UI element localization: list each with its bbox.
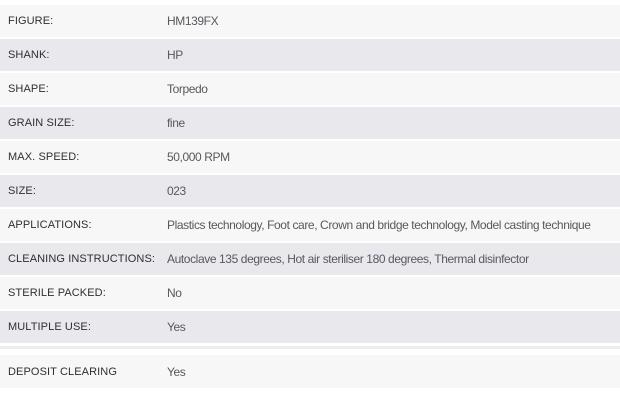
spec-row-figure	[0, 5, 620, 37]
spec-label: MAX. SPEED:	[8, 151, 80, 163]
spec-label: STERILE PACKED:	[8, 287, 106, 299]
spec-label: DEPOSIT CLEARING	[8, 365, 117, 378]
spec-row-applications	[0, 209, 620, 241]
spec-row-cleaning-instructions	[0, 243, 620, 275]
spec-value: Yes	[167, 364, 186, 379]
spec-value: 50,000 RPM	[167, 150, 230, 164]
spec-label: GRAIN SIZE:	[8, 117, 75, 129]
spec-row-sterile-packed	[0, 277, 620, 309]
spec-value: Autoclave 135 degrees, Hot air steriliser 180 degrees, Thermal disinfector	[167, 252, 529, 266]
spec-label: SHAPE:	[8, 83, 49, 95]
spec-label: FIGURE:	[8, 15, 54, 27]
spec-value: HM139FX	[167, 14, 219, 28]
spec-label: MULTIPLE USE:	[8, 321, 92, 333]
spec-value: No	[167, 286, 182, 300]
spec-row-grain-size	[0, 107, 620, 139]
product-spec-table	[0, 5, 620, 388]
row-separator-bar	[0, 346, 620, 349]
spec-row-size	[0, 175, 620, 207]
spec-value: Torpedo	[167, 82, 208, 96]
spec-label: SHANK:	[8, 49, 50, 61]
spec-value: HP	[167, 48, 183, 62]
spec-row-max-speed	[0, 141, 620, 173]
spec-value: Yes	[167, 320, 186, 334]
spec-label: CLEANING INSTRUCTIONS:	[8, 253, 156, 265]
spec-label: SIZE:	[8, 185, 37, 197]
spec-row-deposit-clearing	[0, 355, 620, 388]
spec-row-multiple-use	[0, 311, 620, 343]
spec-row-shank	[0, 39, 620, 71]
spec-label: APPLICATIONS:	[8, 219, 92, 231]
spec-value: fine	[167, 116, 185, 130]
spec-value: 023	[167, 184, 186, 198]
spec-value: Plastics technology, Foot care, Crown and bridge technology, Model casting technique	[167, 218, 591, 232]
spec-row-shape	[0, 73, 620, 105]
